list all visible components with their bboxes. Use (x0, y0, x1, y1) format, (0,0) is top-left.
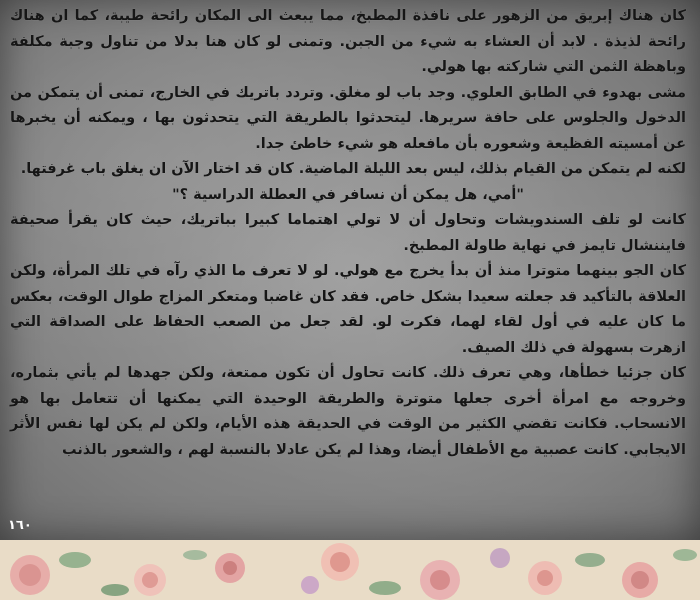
page-number: ١٦٠ (8, 518, 32, 533)
paragraph-6: كان الجو بينهما متوترا منذ أن بدأ يخرج مع هولي. لو لا تعرف ما الذي رآه في تلك المرأة، ولكن العلاقة بالتأكيد قد جعلته سعيدا بشكل خاص. فقد كان غاضبا ومتعكر المزاج طوال الوقت، بعكس ما كان عليه في أول لقاء لهما، فكرت لو. لقد جعل من الصعب الحفاظ على الصداقة التي ازهرت بسهولة في ذلك الصيف. (10, 263, 686, 356)
paragraph-4-dialogue: "أمي، هل يمكن أن نسافر في العطلة الدراسية ؟" (172, 186, 524, 203)
paragraph-7: كان جزئيا خطأها، وهي تعرف ذلك. كانت تحاول أن تكون ممتعة، ولكن جهدها لم يأتي بثماره، وخروجه مع امرأة أخرى جعلها متوترة والطريقة الوحيدة التي يمكنها أن تتعامل بها هو الانسحاب. فكانت تقضي الكثير من الوقت في الحديقة هذه الأيام، ولكن لم يكن لها نفس الأثر الايجابي. كانت عصبية مع الأطفال أيضا، وهذا لم يكن عادلا بالنسبة لهم ، والشعور بالذنب (10, 365, 686, 458)
body-text (10, 4, 686, 463)
rose-pattern-image (0, 540, 700, 600)
paragraph-1: كان هناك إبريق من الزهور على نافذة المطبخ، مما يبعث الى المكان رائحة طيبة، كما ان هناك رائحة لذيذة . لابد أن العشاء به شيء من الجبن. وتمنى لو كان هنا بدلا من تناول وجبة مكلفة وباهظة الثمن التي شاركته بها هولي. (10, 8, 686, 75)
floral-border (0, 540, 700, 600)
paragraph-2: مشى بهدوء في الطابق العلوي. وجد باب لو مغلق. وتردد باتريك في الخارج، تمنى أن يتمكن من الدخول والجلوس على حافة سريرها. ليتحدثوا بالطريقة التي يتحدثون بها ، ويمكنه أن يخبرها عن أمسيته الفظيعة وشعوره بأن مافعله هو شيء خاطئ جدا. (10, 84, 686, 152)
paragraph-5: كانت لو تلف السندويشات وتحاول أن لا تولي اهتماما كبيرا بباتريك، حيث كان يقرأ صحيفة فايننشال تايمز في نهاية طاولة المطبخ. (10, 212, 686, 254)
paragraph-3: لكنه لم يتمكن من القيام بذلك، ليس بعد الليلة الماضية. كان قد اختار الآن ان يغلق باب غرفتها. (20, 161, 686, 177)
